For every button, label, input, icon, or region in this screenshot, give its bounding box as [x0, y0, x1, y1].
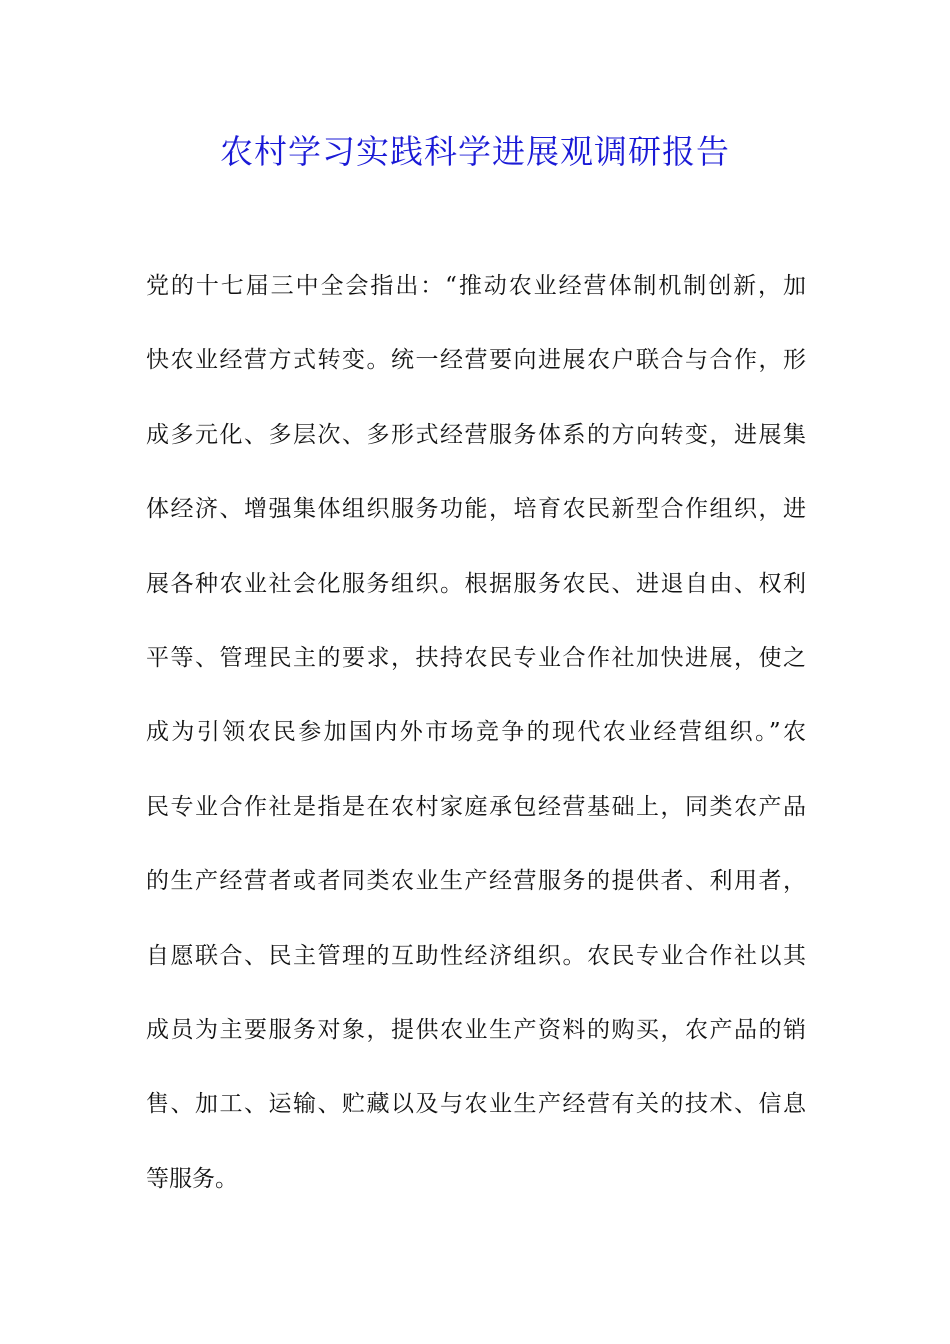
body-line-4: 体经济、增强集体组织服务功能，培育农民新型合作组织，进	[146, 496, 806, 523]
body-line-8: 民专业合作社是指是在农村家庭承包经营基础上，同类农产品	[146, 793, 806, 820]
body-line-9: 的生产经营者或者同类农业生产经营服务的提供者、利用者，	[146, 868, 806, 895]
body-line-13: 等服务。	[146, 1165, 238, 1192]
body-line-11: 成员为主要服务对象，提供农业生产资料的购买，农产品的销	[146, 1016, 806, 1043]
body-line-2: 快农业经营方式转变。统一经营要向进展农户联合与合作，形	[146, 347, 806, 374]
body-line-7: 成为引领农民参加国内外市场竞争的现代农业经营组织。”农	[146, 719, 806, 746]
body-line-12: 售、加工、运输、贮藏以及与农业生产经营有关的技术、信息	[146, 1091, 806, 1118]
body-line-3: 成多元化、多层次、多形式经营服务体系的方向转变，进展集	[146, 421, 806, 448]
body-line-10: 自愿联合、民主管理的互助性经济组织。农民专业合作社以其	[146, 942, 806, 969]
document-title: 农村学习实践科学进展观调研报告	[220, 132, 730, 171]
body-line-1: 党的十七届三中全会指出：“推动农业经营体制机制创新，加	[146, 273, 806, 299]
body-line-5: 展各种农业社会化服务组织。根据服务农民、进退自由、权利	[146, 570, 806, 597]
body-line-6: 平等、管理民主的要求，扶持农民专业合作社加快进展，使之	[146, 644, 806, 671]
document-body	[146, 264, 806, 1231]
